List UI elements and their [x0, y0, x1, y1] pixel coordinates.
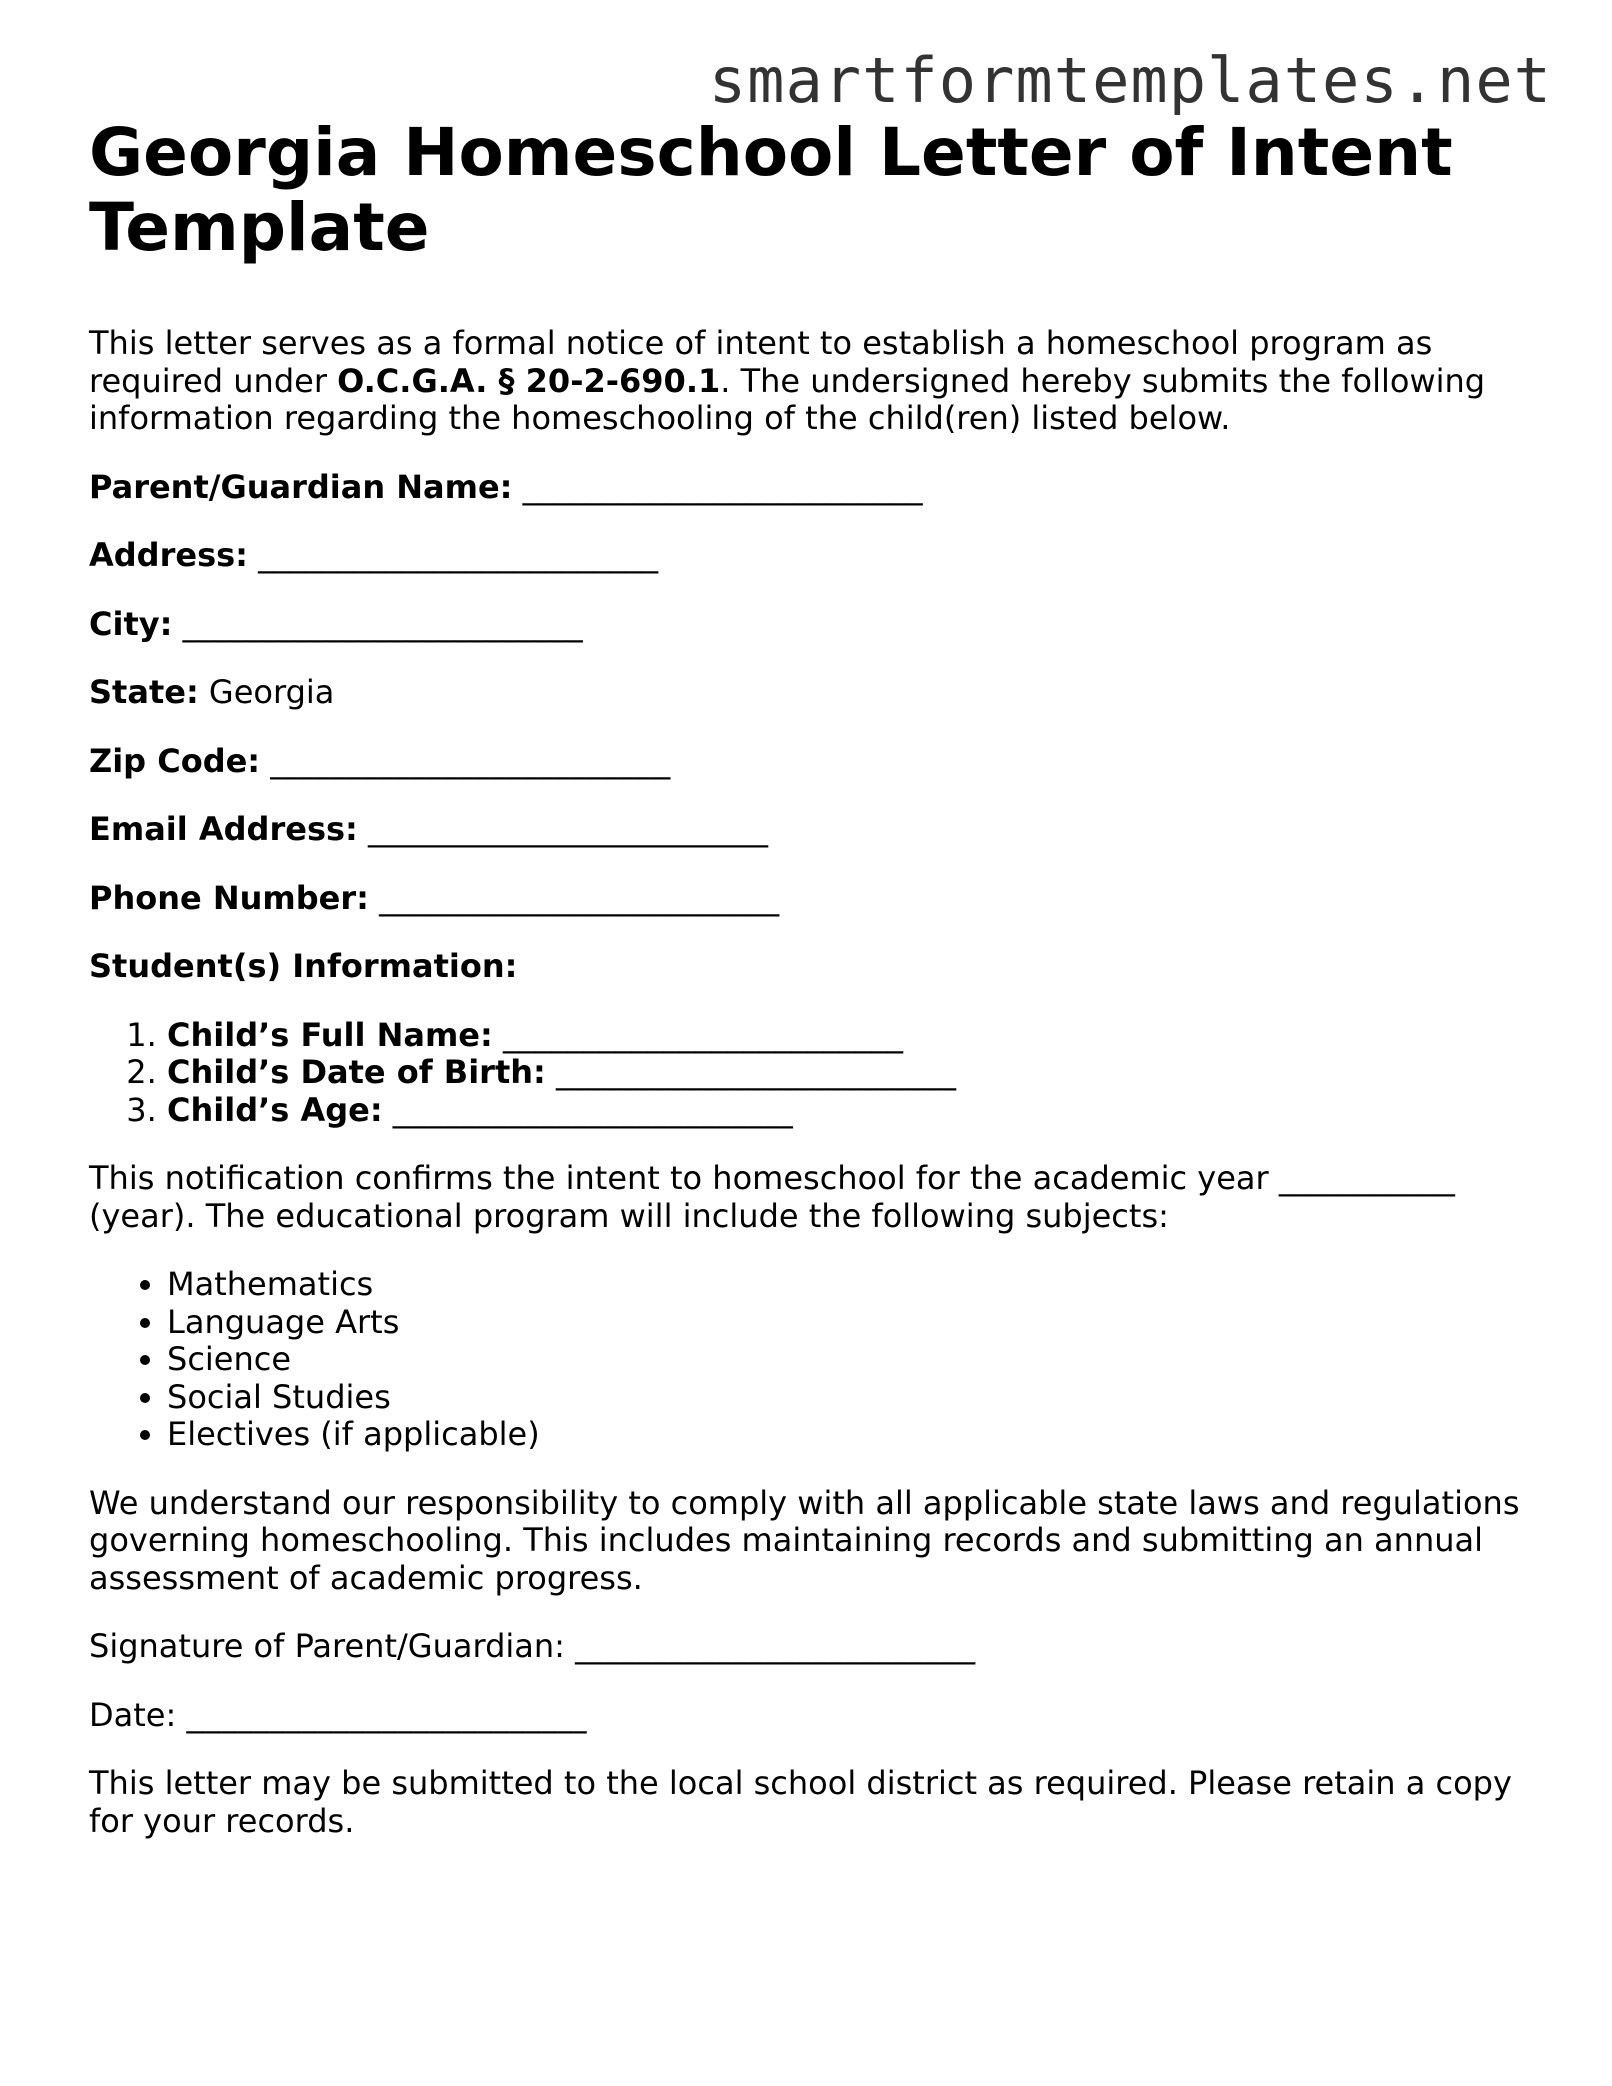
parent-name-label: Parent/Guardian Name:: [89, 467, 513, 506]
student-info-list: [89, 1017, 1529, 1130]
statute-reference: O.C.G.A. § 20-2-690.1: [337, 361, 721, 400]
list-item: • Science: [167, 1341, 1529, 1379]
child-dob-blank[interactable]: _________________________: [555, 1053, 956, 1091]
parent-name-blank[interactable]: _________________________: [522, 467, 923, 506]
zip-field: [89, 743, 1529, 781]
list-item: [167, 1092, 1529, 1130]
email-label: Email Address:: [89, 810, 358, 848]
page-title: Georgia Homeschool Letter of Intent Template: [89, 114, 1453, 266]
child-name-label: Child’s Full Name:: [167, 1015, 493, 1054]
list-item: [167, 1017, 1529, 1055]
address-blank[interactable]: _________________________: [258, 536, 659, 574]
phone-blank[interactable]: _________________________: [379, 878, 780, 917]
intro-text-after: . The undersigned hereby submits the following information regarding the homeschooling of the child(ren) listed below.: [89, 361, 1486, 437]
list-item: • Language Arts: [167, 1304, 1529, 1342]
phone-field: [89, 880, 1529, 918]
academic-year-blank[interactable]: ___________: [1278, 1159, 1455, 1197]
address-field: [89, 537, 1529, 575]
signature-field: [89, 1628, 1529, 1666]
child-age-blank[interactable]: _________________________: [392, 1090, 793, 1129]
students-heading-text: Student(s) Information:: [89, 947, 518, 985]
child-age-label: Child’s Age:: [167, 1090, 383, 1129]
zip-label: Zip Code:: [89, 741, 261, 780]
email-field: [89, 811, 1529, 849]
zip-blank[interactable]: _________________________: [270, 741, 671, 780]
date-label: Date:: [89, 1695, 177, 1734]
watermark: smartformtemplates.net: [708, 44, 1552, 117]
intro-text-before: This letter serves as a formal notice of intent to establish a homeschool program as required under: [89, 324, 1433, 400]
students-heading: [89, 948, 1529, 986]
academic-year-paragraph: [89, 1160, 1529, 1235]
list-item: • Mathematics: [167, 1266, 1529, 1304]
state-value: Georgia: [208, 673, 335, 711]
signature-label: Signature of Parent/Guardian:: [89, 1627, 565, 1665]
phone-label: Phone Number:: [89, 878, 369, 917]
list-item: • Electives (if applicable): [167, 1416, 1529, 1454]
academic-text-before: This notification confirms the intent to homeschool for the academic year: [89, 1159, 1269, 1197]
state-field: [89, 674, 1529, 712]
city-blank[interactable]: _________________________: [182, 604, 583, 643]
parent-name-field: [89, 469, 1529, 507]
signature-blank[interactable]: _________________________: [575, 1627, 976, 1665]
city-label: City:: [89, 604, 173, 643]
closing-paragraph: This letter may be submitted to the local school district as required. Please retain a copy for your records.: [89, 1764, 1512, 1840]
address-label: Address:: [89, 536, 248, 574]
letter-document: [89, 115, 1529, 1840]
list-item: • Social Studies: [167, 1379, 1529, 1417]
intro-paragraph: [89, 325, 1529, 438]
email-blank[interactable]: _________________________: [368, 810, 768, 848]
responsibility-paragraph: We understand our responsibility to comply with all applicable state laws and regulations governing homeschooling. This includes maintaining records and submitting an annual assessment of academic progress.: [89, 1483, 1520, 1597]
list-item: [167, 1054, 1529, 1092]
state-label: State:: [89, 673, 199, 711]
subjects-list: [89, 1266, 1529, 1454]
date-blank[interactable]: _________________________: [186, 1695, 587, 1734]
date-field: [89, 1697, 1529, 1735]
city-field: [89, 606, 1529, 644]
academic-text-after: (year). The educational program will include the following subjects:: [89, 1196, 1169, 1235]
child-dob-label: Child’s Date of Birth:: [167, 1053, 546, 1091]
child-name-blank[interactable]: _________________________: [502, 1015, 903, 1054]
